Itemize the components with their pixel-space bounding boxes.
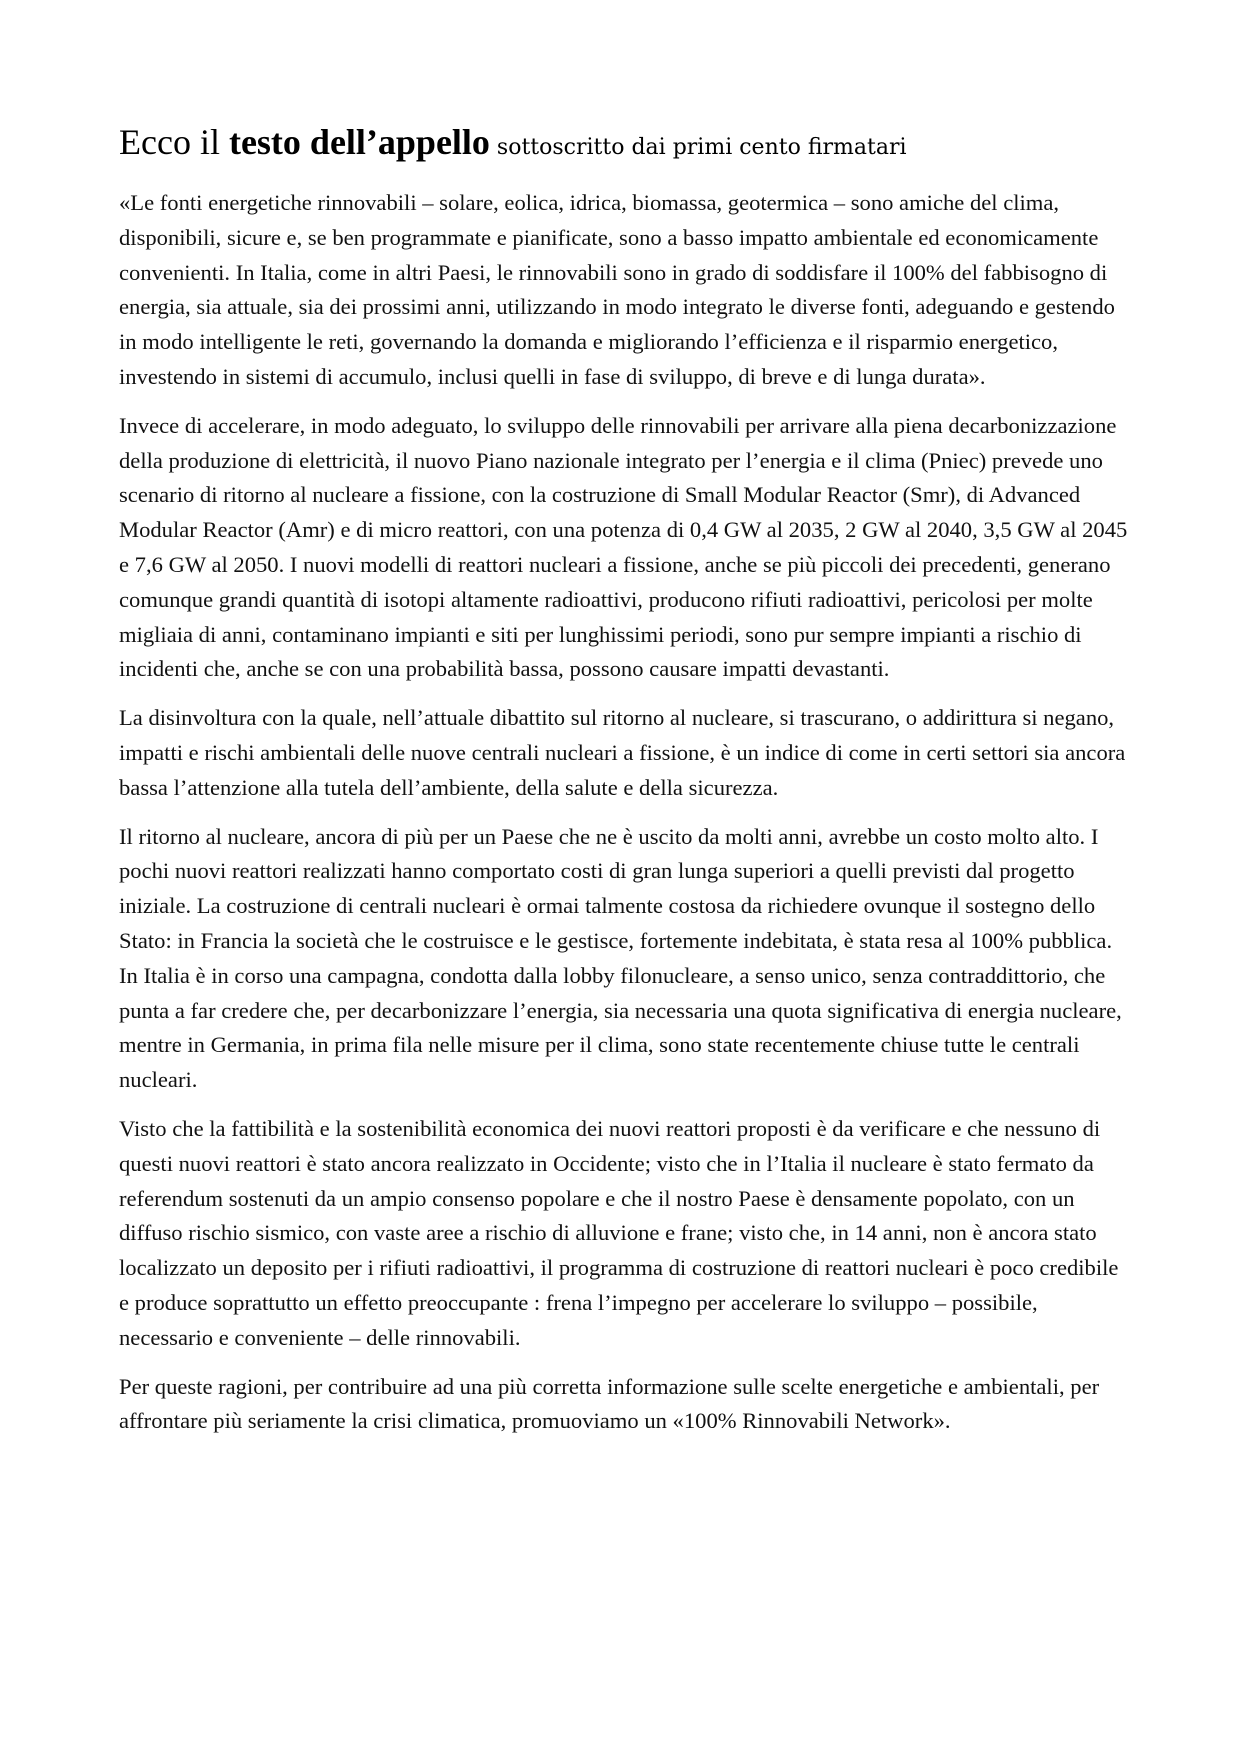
paragraph-2: Invece di accelerare, in modo adeguato, lo sviluppo delle rinnovabili per arrivare alla piena decarbonizzazione della produzione di elettricità, il nuovo Piano nazionale integrato per l’energia e il clima (Pniec) prevede uno scenario di ritorno al nucleare a fissione, con la costruzione di Small Modular Reactor (Smr), di Advanced Modular Reactor (Amr) e di micro reattori, con una potenza di 0,4 GW al 2035, 2 GW al 2040, 3,5 GW al 2045 e 7,6 GW al 2050. I nuovi modelli di reattori nucleari a fissione, anche se più piccoli dei precedenti, generano comunque grandi quantità di isotopi altamente radioattivi, producono rifiuti radioattivi, pericolosi per molte migliaia di anni, contaminano impianti e siti per lunghissimi periodi, sono pur sempre impianti a rischio di incidenti che, anche se con una probabilità bassa, possono causare impatti devastanti. xyxy=(119,412,1128,682)
document-title xyxy=(119,118,1129,172)
title-subtitle: sottoscritto dai primi cento firmatari xyxy=(489,135,907,160)
paragraph-1: «Le fonti energetiche rinnovabili – solare, eolica, idrica, biomassa, geotermica – sono amiche del clima, disponibili, sicure e, se ben programmate e pianificate, sono a basso impatto ambientale ed economicamente convenienti. In Italia, come in altri Paesi, le rinnovabili sono in grado di soddisfare il 100% del fabbisogno di energia, sia attuale, sia dei prossimi anni, utilizzando in modo integrato le diverse fonti, adeguando e gestendo in modo intelligente le reti, governando la domanda e migliorando l’efficienza e il risparmio energetico, investendo in sistemi di accumulo, inclusi quelli in fase di sviluppo, di breve e di lunga durata». xyxy=(119,190,1115,389)
title-prefix: Ecco il xyxy=(119,122,229,162)
paragraph-5: Visto che la fattibilità e la sostenibilità economica dei nuovi reattori proposti è da verificare e che nessuno di questi nuovi reattori è stato ancora realizzato in Occidente; visto che in l’Italia il nucleare è stato fermato da referendum sostenuti da un ampio consenso popolare e che il nostro Paese è densamente popolato, con un diffuso rischio sismico, con vaste aree a rischio di alluvione e frane; visto che, in 14 anni, non è ancora stato localizzato un deposito per i rifiuti radioattivi, il programma di costruzione di reattori nucleari è poco credibile e produce soprattutto un effetto preoccupante : frena l’impegno per accelerare lo sviluppo – possibile, necessario e conveniente – delle rinnovabili. xyxy=(119,1115,1119,1350)
paragraph-3: La disinvoltura con la quale, nell’attuale dibattito sul ritorno al nucleare, si trascurano, o addirittura si negano, impatti e rischi ambientali delle nuove centrali nucleari a fissione, è un indice di come in certi settori sia ancora bassa l’attenzione alla tutela dell’ambiente, della salute e della sicurezza. xyxy=(119,705,1126,800)
title-emphasis: testo dell’appello xyxy=(228,122,490,162)
paragraph-6: Per queste ragioni, per contribuire ad una più corretta informazione sulle scelte energetiche e ambientali, per affrontare più seriamente la crisi climatica, promuoviamo un «100% Rinnovabili Network». xyxy=(119,1373,1100,1434)
paragraph-4: Il ritorno al nucleare, ancora di più per un Paese che ne è uscito da molti anni, avrebbe un costo molto alto. I pochi nuovi reattori realizzati hanno comportato costi di gran lunga superiori a quelli previsti dal progetto iniziale. La costruzione di centrali nucleari è ormai talmente costosa da richiedere ovunque il sostegno dello Stato: in Francia la società che le costruisce e le gestisce, fortemente indebitata, è stata resa al 100% pubblica. In Italia è in corso una campagna, condotta dalla lobby filonucleare, a senso unico, senza contraddittorio, che punta a far credere che, per decarbonizzare l’energia, sia necessaria una quota significativa di energia nucleare, mentre in Germania, in prima fila nelle misure per il clima, sono state recentemente chiuse tutte le centrali nucleari. xyxy=(119,823,1122,1093)
document-page xyxy=(119,118,1129,1453)
